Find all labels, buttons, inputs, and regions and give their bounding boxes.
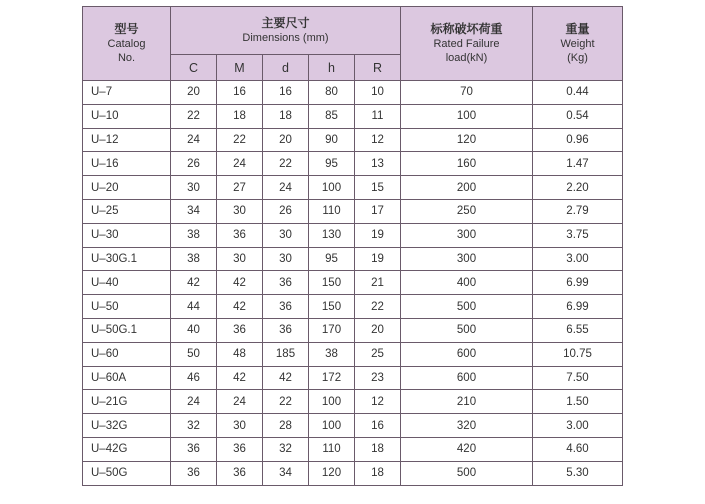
load-cell: 500 — [401, 318, 533, 342]
load-cell: 300 — [401, 247, 533, 271]
table-row — [83, 342, 623, 366]
weight-cell: 0.96 — [533, 128, 623, 152]
m-cell: 24 — [217, 152, 263, 176]
c-cell: 36 — [171, 437, 217, 461]
load-cell: 320 — [401, 414, 533, 438]
dimensions-header — [171, 7, 401, 55]
m-cell: 16 — [217, 81, 263, 105]
m-cell: 42 — [217, 271, 263, 295]
catalog-cell: U–12 — [83, 128, 171, 152]
m-cell: 22 — [217, 128, 263, 152]
m-cell: 36 — [217, 318, 263, 342]
r-cell: 21 — [355, 271, 401, 295]
d-cell: 185 — [263, 342, 309, 366]
m-cell: 18 — [217, 104, 263, 128]
r-cell: 12 — [355, 390, 401, 414]
load-cell: 500 — [401, 461, 533, 485]
weight-cell: 0.44 — [533, 81, 623, 105]
d-cell: 24 — [263, 176, 309, 200]
load-cell: 200 — [401, 176, 533, 200]
load-header-en1: Rated Failure — [433, 38, 500, 50]
r-cell: 22 — [355, 295, 401, 319]
d-cell: 18 — [263, 104, 309, 128]
r-cell: 17 — [355, 199, 401, 223]
m-cell: 42 — [217, 366, 263, 390]
catalog-cell: U–20 — [83, 176, 171, 200]
catalog-cell: U–50 — [83, 295, 171, 319]
r-cell: 18 — [355, 461, 401, 485]
c-cell: 24 — [171, 128, 217, 152]
r-cell: 13 — [355, 152, 401, 176]
table-row — [83, 271, 623, 295]
catalog-header — [83, 7, 171, 81]
h-cell: 85 — [309, 104, 355, 128]
r-cell: 20 — [355, 318, 401, 342]
weight-cell: 4.60 — [533, 437, 623, 461]
c-cell: 50 — [171, 342, 217, 366]
dimensions-header-en: Dimensions (mm) — [242, 32, 329, 44]
m-cell: 30 — [217, 247, 263, 271]
table-header — [83, 7, 623, 81]
c-cell: 36 — [171, 461, 217, 485]
h-cell: 90 — [309, 128, 355, 152]
load-header — [401, 7, 533, 81]
r-cell: 11 — [355, 104, 401, 128]
d-cell: 20 — [263, 128, 309, 152]
table-row — [83, 128, 623, 152]
catalog-cell: U–25 — [83, 199, 171, 223]
c-cell: 32 — [171, 414, 217, 438]
weight-cell: 1.50 — [533, 390, 623, 414]
c-cell: 40 — [171, 318, 217, 342]
weight-cell: 0.54 — [533, 104, 623, 128]
h-cell: 80 — [309, 81, 355, 105]
c-cell: 42 — [171, 271, 217, 295]
catalog-cell: U–40 — [83, 271, 171, 295]
catalog-cell: U–60 — [83, 342, 171, 366]
h-cell: 110 — [309, 437, 355, 461]
table-row — [83, 81, 623, 105]
h-cell: 95 — [309, 152, 355, 176]
load-header-zh: 标称破坏荷重 — [430, 22, 503, 36]
d-cell: 22 — [263, 390, 309, 414]
d-cell: 22 — [263, 152, 309, 176]
dim-header-d: d — [263, 55, 309, 81]
catalog-cell: U–42G — [83, 437, 171, 461]
load-cell: 600 — [401, 342, 533, 366]
catalog-cell: U–30 — [83, 223, 171, 247]
c-cell: 30 — [171, 176, 217, 200]
catalog-cell: U–30G.1 — [83, 247, 171, 271]
dim-header-m: M — [217, 55, 263, 81]
load-cell: 500 — [401, 295, 533, 319]
d-cell: 26 — [263, 199, 309, 223]
catalog-header-zh: 型号 — [114, 22, 139, 36]
r-cell: 18 — [355, 437, 401, 461]
load-cell: 160 — [401, 152, 533, 176]
c-cell: 38 — [171, 223, 217, 247]
catalog-header-en2: No. — [117, 52, 136, 64]
catalog-cell: U–16 — [83, 152, 171, 176]
m-cell: 27 — [217, 176, 263, 200]
h-cell: 110 — [309, 199, 355, 223]
c-cell: 34 — [171, 199, 217, 223]
r-cell: 19 — [355, 247, 401, 271]
c-cell: 20 — [171, 81, 217, 105]
h-cell: 38 — [309, 342, 355, 366]
c-cell: 46 — [171, 366, 217, 390]
c-cell: 44 — [171, 295, 217, 319]
h-cell: 172 — [309, 366, 355, 390]
catalog-cell: U–21G — [83, 390, 171, 414]
m-cell: 36 — [217, 223, 263, 247]
m-cell: 42 — [217, 295, 263, 319]
load-cell: 250 — [401, 199, 533, 223]
d-cell: 30 — [263, 223, 309, 247]
weight-cell: 3.00 — [533, 414, 623, 438]
weight-header-en2: (Kg) — [567, 52, 588, 64]
load-header-en2: load(kN) — [445, 52, 488, 64]
spec-table — [82, 6, 623, 486]
weight-cell: 3.75 — [533, 223, 623, 247]
load-cell: 400 — [401, 271, 533, 295]
table-row — [83, 176, 623, 200]
catalog-cell: U–32G — [83, 414, 171, 438]
d-cell: 36 — [263, 271, 309, 295]
weight-cell: 6.99 — [533, 295, 623, 319]
weight-header-en1: Weight — [560, 38, 595, 50]
d-cell: 42 — [263, 366, 309, 390]
m-cell: 24 — [217, 390, 263, 414]
dim-header-c: C — [171, 55, 217, 81]
catalog-cell: U–60A — [83, 366, 171, 390]
catalog-cell: U–10 — [83, 104, 171, 128]
dim-header-r: R — [355, 55, 401, 81]
m-cell: 36 — [217, 437, 263, 461]
r-cell: 10 — [355, 81, 401, 105]
c-cell: 38 — [171, 247, 217, 271]
dimensions-header-zh: 主要尺寸 — [261, 16, 310, 30]
table-body — [83, 81, 623, 486]
weight-cell: 5.30 — [533, 461, 623, 485]
weight-cell: 1.47 — [533, 152, 623, 176]
r-cell: 23 — [355, 366, 401, 390]
catalog-header-en1: Catalog — [107, 38, 146, 50]
weight-cell: 10.75 — [533, 342, 623, 366]
c-cell: 24 — [171, 390, 217, 414]
table-row — [83, 295, 623, 319]
d-cell: 32 — [263, 437, 309, 461]
table-row — [83, 390, 623, 414]
r-cell: 25 — [355, 342, 401, 366]
catalog-cell: U–50G — [83, 461, 171, 485]
catalog-cell: U–7 — [83, 81, 171, 105]
m-cell: 36 — [217, 461, 263, 485]
table-row — [83, 318, 623, 342]
table-row — [83, 437, 623, 461]
load-cell: 120 — [401, 128, 533, 152]
table-row — [83, 414, 623, 438]
r-cell: 19 — [355, 223, 401, 247]
table-row — [83, 247, 623, 271]
weight-cell: 7.50 — [533, 366, 623, 390]
d-cell: 28 — [263, 414, 309, 438]
table-row — [83, 152, 623, 176]
load-cell: 210 — [401, 390, 533, 414]
load-cell: 600 — [401, 366, 533, 390]
table-row — [83, 461, 623, 485]
h-cell: 120 — [309, 461, 355, 485]
weight-cell: 6.55 — [533, 318, 623, 342]
m-cell: 30 — [217, 199, 263, 223]
d-cell: 36 — [263, 295, 309, 319]
d-cell: 36 — [263, 318, 309, 342]
h-cell: 130 — [309, 223, 355, 247]
c-cell: 22 — [171, 104, 217, 128]
h-cell: 100 — [309, 414, 355, 438]
d-cell: 16 — [263, 81, 309, 105]
table-row — [83, 199, 623, 223]
h-cell: 100 — [309, 176, 355, 200]
r-cell: 16 — [355, 414, 401, 438]
r-cell: 12 — [355, 128, 401, 152]
h-cell: 150 — [309, 271, 355, 295]
load-cell: 70 — [401, 81, 533, 105]
r-cell: 15 — [355, 176, 401, 200]
h-cell: 100 — [309, 390, 355, 414]
table-row — [83, 104, 623, 128]
h-cell: 150 — [309, 295, 355, 319]
weight-cell: 2.20 — [533, 176, 623, 200]
weight-header-zh: 重量 — [565, 22, 590, 36]
weight-header — [533, 7, 623, 81]
h-cell: 95 — [309, 247, 355, 271]
table-row — [83, 366, 623, 390]
catalog-cell: U–50G.1 — [83, 318, 171, 342]
d-cell: 30 — [263, 247, 309, 271]
h-cell: 170 — [309, 318, 355, 342]
dim-header-h: h — [309, 55, 355, 81]
d-cell: 34 — [263, 461, 309, 485]
m-cell: 30 — [217, 414, 263, 438]
load-cell: 420 — [401, 437, 533, 461]
c-cell: 26 — [171, 152, 217, 176]
load-cell: 300 — [401, 223, 533, 247]
weight-cell: 2.79 — [533, 199, 623, 223]
weight-cell: 3.00 — [533, 247, 623, 271]
table-row — [83, 223, 623, 247]
load-cell: 100 — [401, 104, 533, 128]
m-cell: 48 — [217, 342, 263, 366]
weight-cell: 6.99 — [533, 271, 623, 295]
